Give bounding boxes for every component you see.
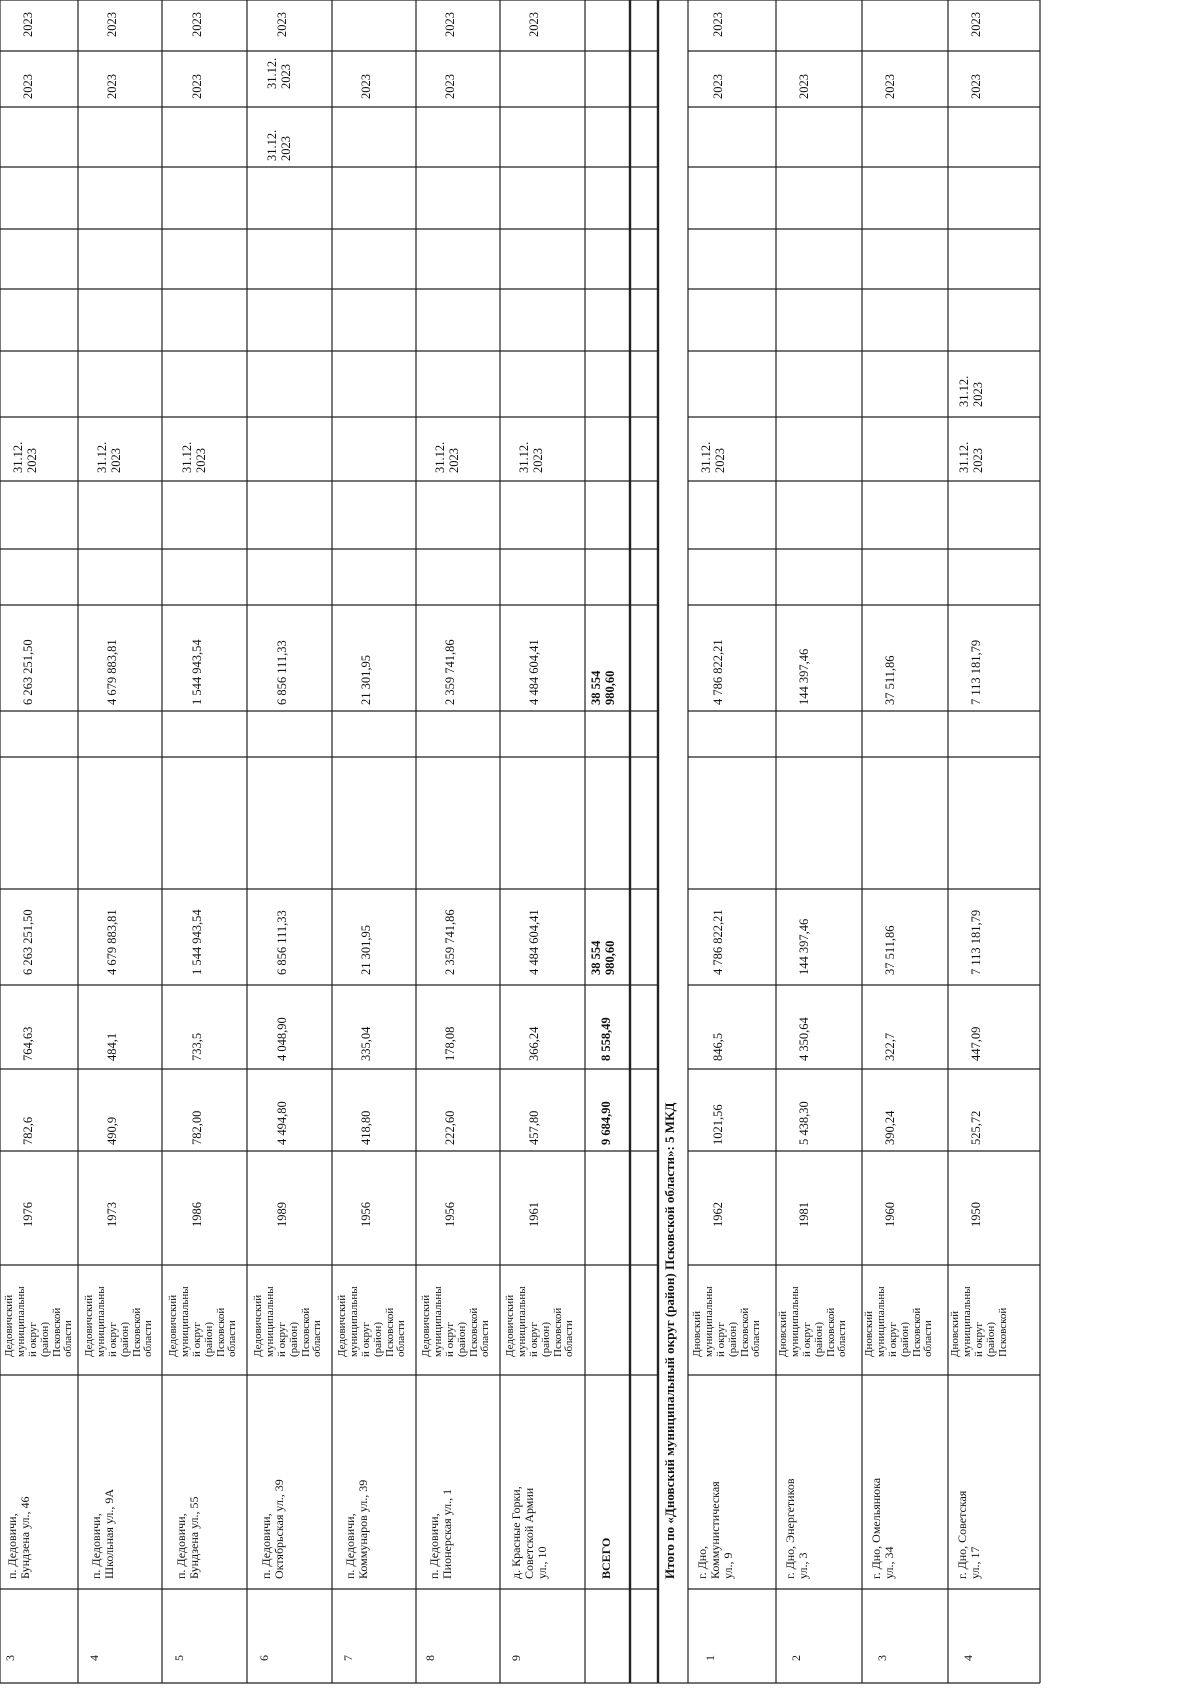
row-number: 9	[509, 1655, 523, 1661]
year-cell: 1960	[883, 1202, 897, 1227]
cost-cell: 4 484 604,41	[527, 909, 541, 975]
row-number: 5	[172, 1655, 186, 1661]
year-cell: 1956	[359, 1202, 373, 1227]
year1-cell: 2023	[105, 74, 119, 99]
year1-cell: 2023	[711, 74, 725, 99]
address-cell: г. Дно, Омельянюка ул., 34	[869, 1477, 896, 1579]
address-cell: г. Дно, Энергетиков ул., 3	[783, 1478, 810, 1579]
row-number: 4	[961, 1655, 975, 1661]
area-total-cell: 1021,56	[711, 1104, 725, 1145]
row-number: 6	[257, 1655, 271, 1661]
area-living-cell: 335,04	[359, 1026, 373, 1061]
cost-cell: 2 359 741,86	[443, 909, 457, 975]
area-living-cell: 764,63	[21, 1026, 35, 1061]
area-total-cell: 5 438,30	[797, 1101, 811, 1145]
area-total-cell: 782,6	[21, 1116, 35, 1145]
year-cell: 1956	[443, 1202, 457, 1227]
address-cell: д. Красные Горки, Советской Армии ул., 10	[509, 1486, 549, 1579]
address-cell: г. Дно, Коммунистическая ул., 9	[695, 1481, 735, 1579]
year2-cell: 2023	[21, 12, 35, 37]
year1-cell: 2023	[21, 74, 35, 99]
row-number: 1	[703, 1655, 717, 1661]
cost2-cell: 1 544 943,54	[190, 639, 204, 705]
year2-cell: 2023	[443, 12, 457, 37]
cost-cell: 4 786 822,21	[711, 909, 725, 975]
year1-cell: 2023	[797, 74, 811, 99]
row-number: 8	[423, 1655, 437, 1661]
total-label: ВСЕГО	[599, 1537, 613, 1579]
owner-cell: Дедовичский муниципальны й округ (район) Псковской области	[504, 1286, 576, 1357]
area-total-cell: 457,80	[527, 1110, 541, 1145]
year-cell: 1973	[105, 1202, 119, 1227]
cost-cell: 21 301,95	[359, 925, 373, 975]
cost-cell: 4 679 883,81	[105, 909, 119, 975]
year-cell: 1981	[797, 1202, 811, 1227]
cost2-cell: 6 856 111,33	[275, 640, 289, 705]
owner-cell: Дедовичский муниципальны й округ (район) Псковской области	[336, 1286, 408, 1357]
owner-cell: Дедовичский муниципальны й округ (район) Псковской области	[252, 1286, 324, 1357]
cost2-cell: 4 679 883,81	[105, 639, 119, 705]
area-living-cell: 4 048,90	[275, 1017, 289, 1061]
cost2-cell: 4 786 822,21	[711, 639, 725, 705]
cost-cell: 1 544 943,54	[190, 909, 204, 975]
area-living-cell: 366,24	[527, 1026, 541, 1061]
area-total-cell: 490,9	[105, 1116, 119, 1145]
area-living-cell: 846,5	[711, 1032, 725, 1061]
cost2-cell: 2 359 741,86	[443, 639, 457, 705]
area-total-cell: 4 494,80	[275, 1101, 289, 1145]
area-total-cell: 782,00	[190, 1110, 204, 1145]
area-total-cell: 418,80	[359, 1110, 373, 1145]
date-cell: 31.12. 2023	[957, 375, 985, 407]
date-cell: 31.12. 2023	[180, 441, 208, 473]
area-living-cell: 178,08	[443, 1026, 457, 1061]
section-title: Итого по «Дновский муниципальный округ (район) Псковской области»: 5 МКД	[662, 1102, 677, 1579]
cost-cell: 7 113 181,79	[969, 909, 983, 975]
cost2-cell: 37 511,86	[883, 655, 897, 705]
year2-cell: 2023	[190, 12, 204, 37]
owner-cell: Дедовичский муниципальны й округ (район) Псковской области	[420, 1286, 492, 1357]
year1-cell: 2023	[443, 74, 457, 99]
total-cost: 38 554 980,60	[589, 940, 617, 975]
area-total-cell: 222,60	[443, 1110, 457, 1145]
date-cell: 31.12. 2023	[95, 441, 123, 473]
row-number: 7	[341, 1655, 355, 1661]
year-cell: 1950	[969, 1202, 983, 1227]
area-living-cell: 733,5	[190, 1032, 204, 1061]
address-cell: п. Дедовичи, Бундзена ул., 55	[174, 1496, 201, 1579]
row-number: 4	[87, 1655, 101, 1661]
area-total-cell: 525,72	[969, 1110, 983, 1145]
row-number: 3	[3, 1655, 17, 1661]
area-living-cell: 322,7	[883, 1032, 897, 1061]
owner-cell: Дновский муниципальны й округ (район) Псковской области	[691, 1286, 763, 1357]
owner-cell: Дедовичский муниципальны й округ (район) Псковской области	[83, 1286, 155, 1357]
total-area-total: 9 684,90	[599, 1101, 613, 1145]
area-living-cell: 4 350,64	[797, 1017, 811, 1061]
year-cell: 1976	[21, 1202, 35, 1227]
date-cell: 31.12. 2023	[265, 129, 293, 161]
date-cell: 31.12. 2023	[265, 57, 293, 89]
cost-cell: 37 511,86	[883, 925, 897, 975]
owner-cell: Дедовичский муниципальны й округ (район) Псковской области	[3, 1286, 75, 1357]
date-cell: 31.12. 2023	[11, 441, 39, 473]
cost2-cell: 6 263 251,50	[21, 639, 35, 705]
cost-cell: 6 263 251,50	[21, 909, 35, 975]
area-living-cell: 447,09	[969, 1026, 983, 1061]
cost-cell: 144 397,46	[797, 918, 811, 975]
date-cell: 31.12. 2023	[699, 441, 727, 473]
owner-cell: Дедовичский муниципальны й округ (район) Псковской области	[167, 1286, 239, 1357]
date-cell: 31.12. 2023	[517, 441, 545, 473]
cost2-cell: 7 113 181,79	[969, 639, 983, 705]
year-cell: 1989	[275, 1202, 289, 1227]
year2-cell: 2023	[969, 12, 983, 37]
year-cell: 1962	[711, 1202, 725, 1227]
year2-cell: 2023	[275, 12, 289, 37]
address-cell: п. Дедовичи, Коммунаров ул., 39	[343, 1479, 370, 1579]
total-cost2: 38 554 980,60	[589, 670, 617, 705]
year1-cell: 2023	[969, 74, 983, 99]
address-cell: п. Дедовичи, Школьная ул., 9А	[89, 1488, 116, 1579]
cost2-cell: 21 301,95	[359, 655, 373, 705]
date-cell: 31.12. 2023	[433, 441, 461, 473]
address-cell: г. Дно, Советская ул., 17	[955, 1490, 982, 1579]
address-cell: п. Дедовичи, Пионерская ул., 1	[427, 1488, 454, 1579]
owner-cell: Дновский муниципальны й округ (район) Псковской области	[863, 1286, 935, 1357]
year2-cell: 2023	[711, 12, 725, 37]
area-total-cell: 390,24	[883, 1110, 897, 1145]
row-number: 3	[875, 1655, 889, 1661]
cost2-cell: 144 397,46	[797, 648, 811, 705]
owner-cell: Дновский муниципальны й округ (район) Псковской области	[777, 1286, 849, 1357]
row-number: 2	[789, 1655, 803, 1661]
year1-cell: 2023	[359, 74, 373, 99]
total-area-living: 8 558,49	[599, 1017, 613, 1061]
address-cell: п. Дедовичи, Бундзена ул., 46	[5, 1496, 32, 1579]
year1-cell: 2023	[883, 74, 897, 99]
year-cell: 1961	[527, 1202, 541, 1227]
area-living-cell: 484,1	[105, 1032, 119, 1061]
year1-cell: 2023	[190, 74, 204, 99]
address-cell: п. Дедовичи, Октябрьская ул., 39	[259, 1479, 286, 1579]
year2-cell: 2023	[527, 12, 541, 37]
owner-cell: Дновский муниципальны й округ (район) Псковской	[949, 1286, 1009, 1357]
cost-cell: 6 856 111,33	[275, 910, 289, 975]
year2-cell: 2023	[105, 12, 119, 37]
date-cell: 31.12. 2023	[957, 441, 985, 473]
year-cell: 1986	[190, 1202, 204, 1227]
cost2-cell: 4 484 604,41	[527, 639, 541, 705]
